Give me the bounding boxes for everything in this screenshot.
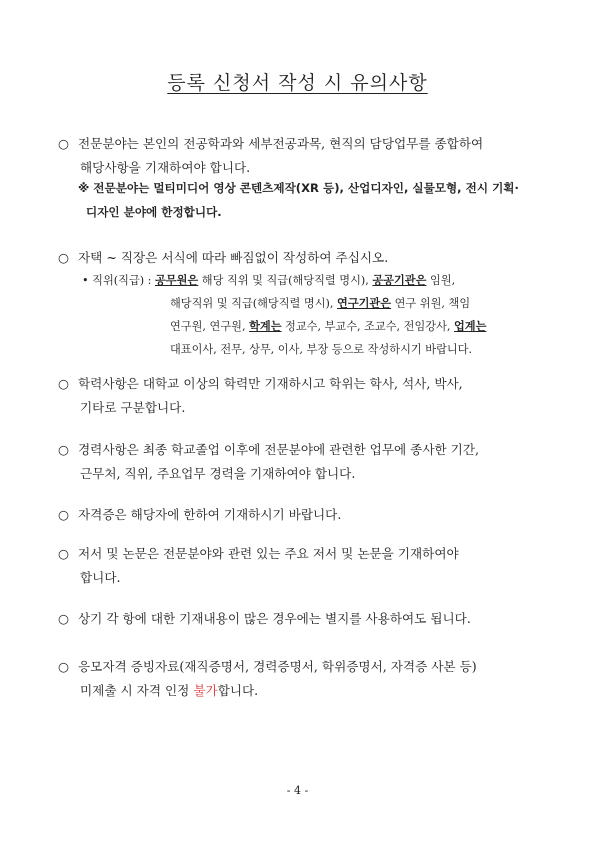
- item-address-text: 자택 ~ 직장은 서식에 따라 빠짐없이 작성하여 주십시오.: [78, 250, 389, 265]
- item-career-line1: 경력사항은 최종 학교졸업 이후에 전문분야에 관련한 업무에 종사한 기간,: [78, 442, 479, 457]
- item-documents-line1: 응모자격 증빙자료(재직증명서, 경력증명서, 학위증명서, 자격증 사본 등): [78, 659, 477, 674]
- item-education: [58, 372, 538, 420]
- position-line3c: 정교수, 부교수, 조교수, 전임강사,: [281, 320, 454, 333]
- item-papers: [58, 542, 538, 590]
- circle-bullet-icon: ○: [58, 376, 69, 391]
- position-text-1: 해당 직위 및 직급(해당직렬 명시),: [198, 274, 373, 287]
- not-allowed-red-text: 불가: [193, 683, 218, 698]
- page-title-text: 등록 신청서 작성 시 유의사항: [167, 72, 428, 94]
- circle-bullet-icon: ○: [58, 136, 69, 151]
- position-civil-servant: 공무원은: [155, 274, 199, 287]
- item-address: [58, 246, 538, 270]
- item-expertise-line1: 전문분야는 본인의 전공학과와 세부전공과목, 현직의 담당업무를 종합하여: [78, 136, 484, 151]
- position-research-institute: 연구기관은: [337, 297, 392, 310]
- note-line2: 디자인 분야에 한정합니다.: [86, 205, 222, 219]
- item-documents-line2b: 합니다.: [217, 683, 259, 698]
- position-line2c: 연구 위원, 책임: [391, 297, 471, 310]
- item-extra-sheet: [58, 607, 538, 631]
- item-extra-text: 상기 각 항에 대한 기재내용이 많은 경우에는 별지를 사용하여도 됩니다.: [78, 611, 471, 626]
- position-line2a: 해당직위 및 직급(해당직렬 명시),: [170, 297, 338, 310]
- circle-bullet-icon: ○: [58, 659, 69, 674]
- expertise-note: [78, 176, 548, 224]
- item-documents-line2a: 미제출 시 자격 인정: [80, 683, 194, 698]
- position-guide: [82, 269, 542, 361]
- item-documents: [58, 655, 538, 703]
- position-public-agency: 공공기관은: [372, 274, 427, 287]
- position-academia: 학계는: [249, 320, 282, 333]
- circle-bullet-icon: ○: [58, 611, 69, 626]
- position-line4: 대표이사, 전무, 상무, 이사, 부장 등으로 작성하시기 바랍니다.: [170, 343, 473, 356]
- item-career: [58, 438, 538, 486]
- position-lead: • 직위(직급) :: [82, 274, 155, 287]
- position-text-2: 임원,: [426, 274, 456, 287]
- item-education-line2: 기타로 구분합니다.: [80, 400, 186, 415]
- position-line3: [82, 315, 542, 338]
- circle-bullet-icon: ○: [58, 546, 69, 561]
- item-license-text: 자격증은 해당자에 한하여 기재하시기 바랍니다.: [78, 507, 342, 522]
- position-line2: [82, 292, 542, 315]
- position-line3a: 연구원, 연구원,: [170, 320, 250, 333]
- item-expertise-line2: 해당사항을 기재하여야 합니다.: [80, 160, 251, 175]
- page-number: - 4 -: [286, 784, 309, 797]
- item-education-line1: 학력사항은 대학교 이상의 학력만 기재하시고 학위는 학사, 석사, 박사,: [78, 376, 463, 391]
- item-papers-line2: 합니다.: [80, 570, 121, 585]
- page-title: [0, 68, 595, 95]
- circle-bullet-icon: ○: [58, 250, 69, 265]
- note-line1: ※ 전문분야는 멀티미디어 영상 콘텐츠제작(XR 등), 산업디자인, 실물모형, 전시 기획·: [78, 181, 519, 195]
- item-papers-line1: 저서 및 논문은 전문분야와 관련 있는 주요 저서 및 논문을 기재하여야: [78, 546, 459, 561]
- circle-bullet-icon: ○: [58, 442, 69, 457]
- position-industry: 업계는: [454, 320, 487, 333]
- item-career-line2: 근무처, 직위, 주요업무 경력을 기재하여야 합니다.: [80, 466, 356, 481]
- item-expertise: [58, 132, 538, 180]
- item-documents-line2: [58, 679, 538, 703]
- circle-bullet-icon: ○: [58, 507, 69, 522]
- item-license: [58, 503, 538, 527]
